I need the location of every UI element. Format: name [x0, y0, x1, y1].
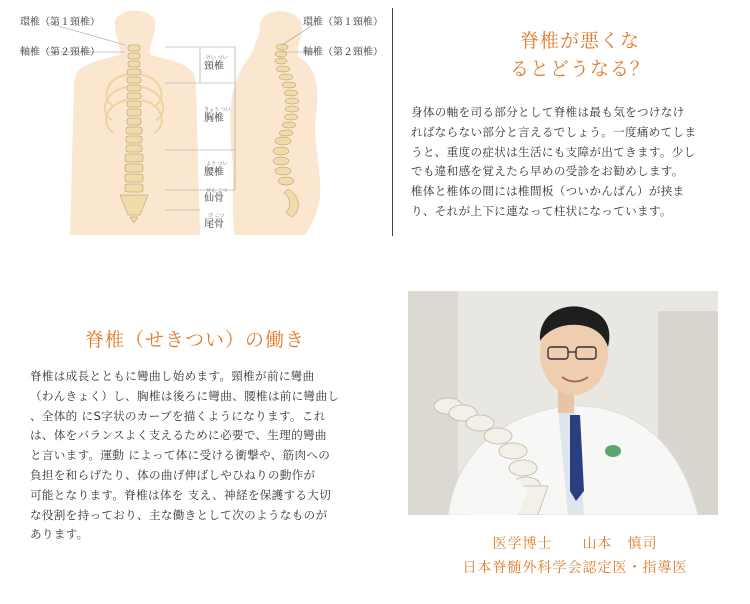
vertical-divider	[392, 8, 393, 236]
region-label-thoracic: 胸椎	[204, 113, 224, 124]
ruby-thoracic: きょう つい	[204, 107, 231, 113]
ruby-cervical: けい つい	[206, 55, 228, 61]
section1-title	[470, 27, 690, 83]
section1-title-line1: 脊椎が悪くな	[519, 30, 640, 52]
ruby-sacrum: せん こつ	[206, 188, 228, 194]
section1-body: 身体の軸を司る部分として脊椎は最も気をつけなけ ればならない部分と言えるでしょう。一度痛めてしま うと、重度の症状は生活にも支障が出てきます。少し でも違和感を覚えたら早めの受診をお勧めします。 椎体と椎体の間には椎間板（ついかんばん）が挟ま り、それが上下に連なって柱状になっています。	[411, 105, 697, 218]
right-label-atlas: 環椎（第１頸椎）	[303, 17, 383, 28]
region-label-lumbar: 腰椎	[204, 167, 224, 178]
section2-body: 脊椎は成長とともに彎曲し始めます。頸椎が前に彎曲 （わんきょく）し、胸椎は後ろに彎曲、腰椎は前に彎曲し 、全体的 にS字状のカーブを描くようになります。これ は、体をバランスよく支えるために必要で、生理的彎曲 と言います。運動 によって体に受ける衝撃や、筋肉への 負担を和らげたり、体の曲げ伸ばしやひねりの動作が 可能となります。脊椎は体を 支え、神経を保護する大切 な役割を持っており、主な働きとして次のようなものが あります。	[30, 369, 340, 542]
right-label-axis: 軸椎（第２頸椎）	[303, 47, 383, 58]
region-label-sacrum: 仙骨	[204, 193, 224, 204]
region-label-coccyx: 尾骨	[204, 219, 224, 230]
spine-diagram	[20, 5, 390, 235]
doctor-title-line: 医学博士 山本 慎司	[492, 536, 658, 552]
ruby-lumbar: よう つい	[206, 161, 228, 167]
side-body-silhouette	[230, 11, 320, 235]
left-label-atlas: 環椎（第１頸椎）	[20, 17, 100, 28]
ruby-coccyx: び こつ	[208, 213, 225, 219]
left-label-axis: 軸椎（第２頸椎）	[20, 47, 100, 58]
section2-title: 脊椎（せきつい）の働き	[84, 329, 305, 351]
section1-title-line2: るとどうなる？	[509, 58, 650, 80]
doctor-photo	[408, 291, 718, 515]
region-label-cervical: 頸椎	[204, 61, 224, 72]
doctor-cert-line: 日本脊髄外科学会認定医・指導医	[462, 560, 688, 576]
